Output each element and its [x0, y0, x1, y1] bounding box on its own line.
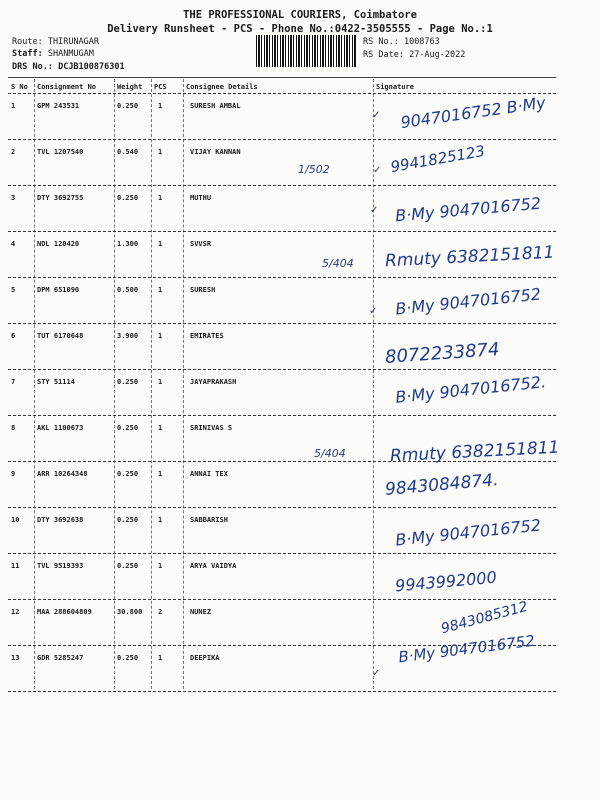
cell-sno: 13 [11, 654, 20, 662]
cell-consignee: MUTHU [190, 194, 212, 202]
company-title: THE PROFESSIONAL COURIERS, Coimbatore [183, 9, 417, 21]
cell-pcs: 1 [158, 424, 163, 432]
cell-consignee: SRINIVAS S [190, 424, 233, 432]
cell-pcs: 1 [158, 286, 163, 294]
cell-consignment-no: TVL 9519393 [37, 562, 84, 570]
signature: B·My 9047016752 [394, 193, 542, 226]
handwritten-note: 5/404 [314, 447, 346, 460]
cell-consignee: ARYA VAIDYA [190, 562, 237, 570]
col-header-weight: Weight [117, 83, 143, 91]
drs-line [12, 62, 125, 72]
rs-no-value: 1008763 [403, 37, 440, 47]
cell-weight: 0.250 [117, 516, 139, 524]
cell-consignment-no: DPM 651090 [37, 286, 80, 294]
row-divider [8, 231, 556, 232]
row-divider [8, 507, 556, 508]
cell-weight: 30.800 [117, 608, 143, 616]
signature: Rmuty 6382151811 [384, 242, 555, 272]
handwritten-note: 5/404 [322, 257, 354, 270]
row-divider [8, 599, 556, 600]
signature: B·My 9047016752 [397, 631, 536, 667]
row-divider [8, 277, 556, 278]
rs-date-label: RS Date: [363, 50, 404, 60]
cell-consignment-no: TVL 1207540 [37, 148, 84, 156]
col-divider [114, 79, 115, 689]
cell-weight: 0.250 [117, 424, 139, 432]
cell-consignment-no: TUT 6170648 [37, 332, 84, 340]
cell-weight: 0.250 [117, 470, 139, 478]
cell-consignment-no: GPM 243531 [37, 102, 80, 110]
cell-sno: 1 [11, 102, 16, 110]
cell-sno: 3 [11, 194, 16, 202]
cell-consignment-no: NDL 120420 [37, 240, 80, 248]
cell-consignment-no: STY 51114 [37, 378, 75, 386]
col-divider [34, 79, 35, 689]
cell-consignee: SABBARISH [190, 516, 228, 524]
tick-mark: ✓ [369, 306, 378, 317]
cell-pcs: 1 [158, 102, 163, 110]
col-header-sno: S No [11, 83, 28, 91]
staff-line [12, 49, 94, 59]
route-label: Route: [12, 37, 43, 47]
cell-consignee: JAYAPRAKASH [190, 378, 237, 386]
cell-pcs: 1 [158, 516, 163, 524]
row-divider [8, 553, 556, 554]
signature: Rmuty 6382151811 [389, 437, 560, 467]
cell-pcs: 1 [158, 470, 163, 478]
cell-sno: 8 [11, 424, 16, 432]
cell-weight: 0.540 [117, 148, 139, 156]
rs-no-label: RS No.: [363, 37, 399, 47]
col-divider [151, 79, 152, 689]
cell-consignee: ANNAI TEX [190, 470, 228, 478]
cell-weight: 3.900 [117, 332, 139, 340]
signature: B·My 9047016752 [394, 284, 542, 319]
rs-date-value: 27-Aug-2022 [409, 50, 466, 60]
cell-consignee: SVVSR [190, 240, 212, 248]
cell-consignee: EMIRATES [190, 332, 224, 340]
cell-pcs: 1 [158, 562, 163, 570]
route-value: THIRUNAGAR [47, 37, 100, 47]
cell-pcs: 1 [158, 240, 163, 248]
staff-value: SHANMUGAM [47, 49, 94, 59]
cell-consignment-no: AKL 1100673 [37, 424, 84, 432]
cell-sno: 4 [11, 240, 16, 248]
staff-label: Staff: [12, 49, 43, 59]
cell-consignment-no: DTY 3692755 [37, 194, 84, 202]
col-header-consignment: Consignment No [37, 83, 97, 91]
cell-weight: 0.250 [117, 378, 139, 386]
cell-consignment-no: MAA 288604809 [37, 608, 92, 616]
col-header-pcs: PCS [154, 83, 167, 91]
cell-weight: 0.250 [117, 102, 139, 110]
cell-sno: 7 [11, 378, 16, 386]
col-header-consignee: Consignee Details [186, 83, 258, 91]
cell-consignee: NUNEZ [190, 608, 212, 616]
row-divider [8, 461, 556, 462]
cell-consignee: SURESH AMBAL [190, 102, 241, 110]
cell-sno: 10 [11, 516, 20, 524]
signature: B·My 9047016752 [394, 515, 542, 550]
route-line [12, 37, 99, 47]
signature: 9047016752 B·My [399, 92, 547, 133]
signature: 9941825123 [389, 141, 487, 177]
signature: 9843085312 [439, 598, 530, 638]
cell-consignee: VIJAY KANNAN [190, 148, 241, 156]
signature: 9943992000 [394, 567, 498, 596]
row-divider [8, 369, 556, 370]
row-divider [8, 139, 556, 140]
signature: 9843084874. [384, 470, 500, 500]
cell-weight: 0.500 [117, 286, 139, 294]
cell-consignment-no: ARR 10264348 [37, 470, 88, 478]
cell-pcs: 1 [158, 194, 163, 202]
rs-no-line [363, 37, 440, 47]
cell-consignee: DEEPIKA [190, 654, 220, 662]
cell-sno: 11 [11, 562, 20, 570]
col-header-signature: Signature [376, 83, 414, 91]
cell-sno: 2 [11, 148, 16, 156]
cell-sno: 9 [11, 470, 16, 478]
signature: B·My 9047016752. [394, 372, 547, 407]
row-divider [8, 691, 556, 692]
runsheet-subtitle: Delivery Runsheet - PCS - Phone No.:0422-3505555 - Page No.:1 [107, 23, 493, 35]
tick-mark: ✓ [373, 165, 382, 176]
cell-sno: 6 [11, 332, 16, 340]
cell-weight: 1.300 [117, 240, 139, 248]
barcode [256, 35, 356, 67]
cell-weight: 0.250 [117, 562, 139, 570]
row-divider [8, 185, 556, 186]
cell-weight: 0.250 [117, 654, 139, 662]
cell-sno: 12 [11, 608, 20, 616]
row-divider [8, 323, 556, 324]
cell-pcs: 1 [158, 332, 163, 340]
cell-sno: 5 [11, 286, 16, 294]
header-rule [8, 93, 556, 94]
rs-date-line [363, 50, 465, 60]
cell-consignment-no: GDR 5285247 [37, 654, 84, 662]
cell-consignee: SURESH [190, 286, 216, 294]
row-divider [8, 415, 556, 416]
cell-consignment-no: DTY 3692638 [37, 516, 84, 524]
cell-pcs: 1 [158, 378, 163, 386]
drs-label: DRS No.: [12, 62, 53, 72]
drs-value: DCJB100876301 [58, 62, 125, 72]
col-divider [183, 79, 184, 689]
tick-mark: ✓ [370, 205, 379, 216]
cell-weight: 0.250 [117, 194, 139, 202]
handwritten-note: 1/502 [298, 163, 330, 176]
table-top-rule [8, 77, 556, 78]
cell-pcs: 2 [158, 608, 163, 616]
cell-pcs: 1 [158, 148, 163, 156]
signature: 8072233874 [384, 339, 501, 368]
tick-mark: ✓ [372, 110, 381, 121]
tick-mark: ✓ [372, 668, 381, 679]
cell-pcs: 1 [158, 654, 163, 662]
